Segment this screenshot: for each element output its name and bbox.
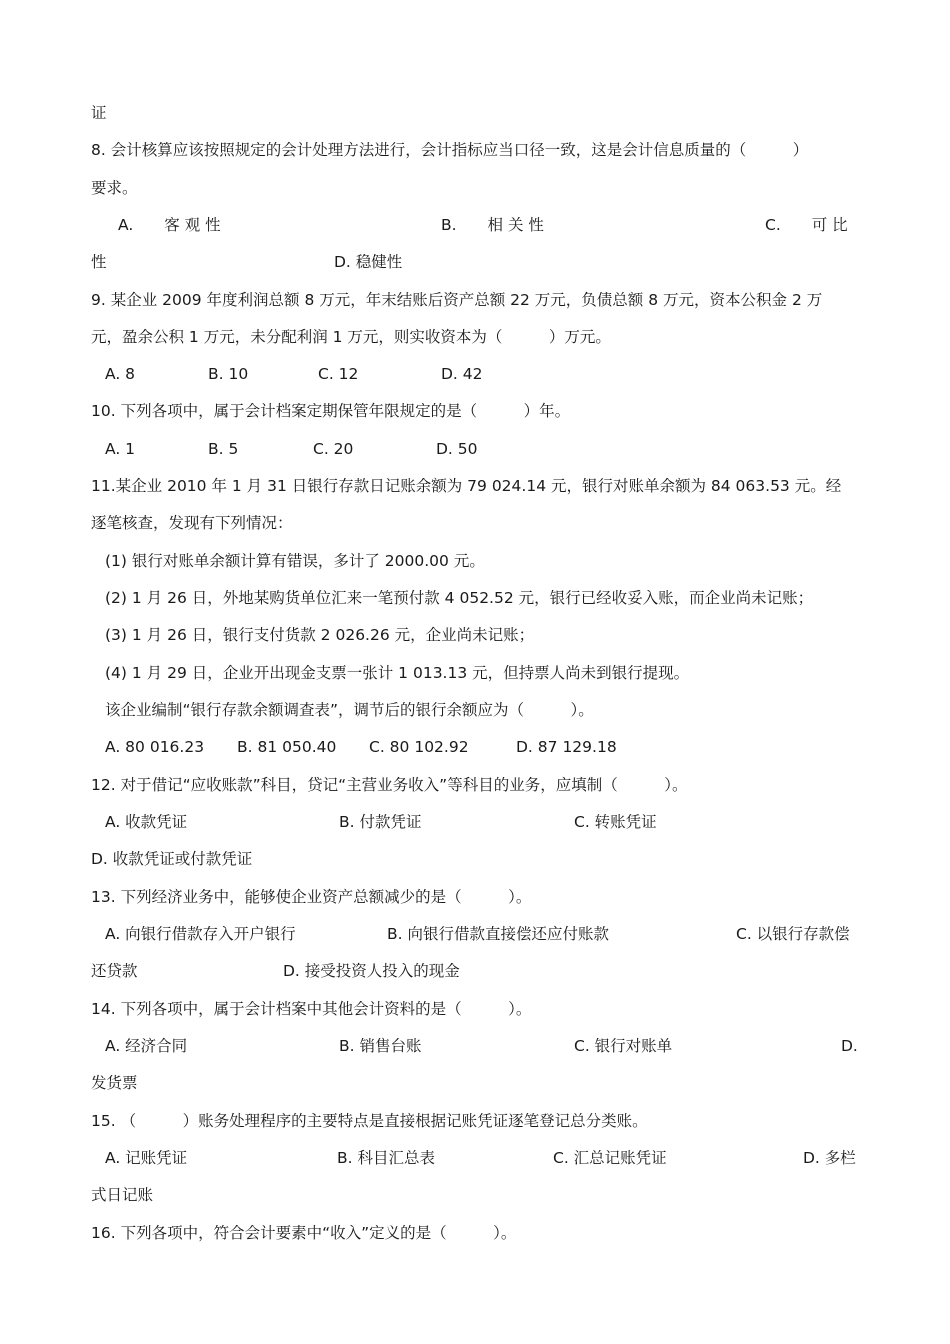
option-d: D. 42 bbox=[441, 365, 483, 383]
text-line: 证 bbox=[91, 104, 107, 122]
option-b: B. 销售台账 bbox=[339, 1037, 422, 1055]
question-15: 15. （ ）账务处理程序的主要特点是直接根据记账凭证逐笔登记总分类账。 bbox=[91, 1112, 648, 1130]
option-c: C. 80 102.92 bbox=[369, 738, 469, 756]
option-d: D. bbox=[841, 1037, 858, 1055]
text-line: 性 bbox=[91, 253, 107, 271]
option-d: D. 50 bbox=[436, 440, 478, 458]
text-line: 逐笔核查，发现有下列情况： bbox=[91, 514, 293, 532]
option-c: C. 20 bbox=[313, 440, 354, 458]
option-a: A. 经济合同 bbox=[105, 1037, 188, 1055]
option-c: C. 汇总记账凭证 bbox=[553, 1149, 667, 1167]
text-line: 式日记账 bbox=[91, 1186, 154, 1204]
text-line: 该企业编制“银行存款余额调查表”，调节后的银行余额应为（ ）。 bbox=[105, 701, 594, 719]
question-12: 12. 对于借记“应收账款”科目，贷记“主营业务收入”等科目的业务，应填制（ ）。 bbox=[91, 776, 688, 794]
option-b: B. 付款凭证 bbox=[339, 813, 422, 831]
option-d: D. 多栏 bbox=[803, 1149, 856, 1167]
question-8: 8. 会计核算应该按照规定的会计处理方法进行，会计指标应当口径一致，这是会计信息质量的（ ） bbox=[91, 141, 809, 159]
option-a: A. 向银行借款存入开户银行 bbox=[105, 925, 296, 943]
text-line: 要求。 bbox=[91, 179, 138, 197]
question-16: 16. 下列各项中，符合会计要素中“收入”定义的是（ ）。 bbox=[91, 1224, 517, 1242]
option-a: A. 客 观 性 bbox=[118, 216, 221, 234]
option-a: A. 1 bbox=[105, 440, 136, 458]
option-b: B. 科目汇总表 bbox=[337, 1149, 435, 1167]
question-9: 9. 某企业 2009 年度利润总额 8 万元，年末结账后资产总额 22 万元，负债总额 8 万元，资本公积金 2 万 bbox=[91, 291, 823, 309]
question-14: 14. 下列各项中，属于会计档案中其他会计资料的是（ ）。 bbox=[91, 1000, 532, 1018]
option-c: C. 银行对账单 bbox=[574, 1037, 673, 1055]
text-line: (2) 1 月 26 日，外地某购货单位汇来一笔预付款 4 052.52 元，银行已经收妥入账，而企业尚未记账； bbox=[105, 589, 814, 607]
text-line: 发货票 bbox=[91, 1074, 138, 1092]
question-11: 11.某企业 2010 年 1 月 31 日银行存款日记账余额为 79 024.14 元，银行对账单余额为 84 063.53 元。经 bbox=[91, 477, 842, 495]
question-13: 13. 下列经济业务中，能够使企业资产总额减少的是（ ）。 bbox=[91, 888, 532, 906]
option-c: C. 转账凭证 bbox=[574, 813, 657, 831]
option-a: A. 80 016.23 bbox=[105, 738, 205, 756]
option-c: C. 可 比 bbox=[765, 216, 848, 234]
option-b: B. 5 bbox=[208, 440, 239, 458]
option-b: B. 81 050.40 bbox=[237, 738, 337, 756]
text-line: (3) 1 月 26 日，银行支付货款 2 026.26 元，企业尚未记账； bbox=[105, 626, 535, 644]
option-d: D. 87 129.18 bbox=[516, 738, 617, 756]
option-d: D. 接受投资人投入的现金 bbox=[283, 962, 460, 980]
text-line: (1) 银行对账单余额计算有错误，多计了 2000.00 元。 bbox=[105, 552, 485, 570]
option-c: C. 以银行存款偿 bbox=[736, 925, 850, 943]
option-b: B. 相 关 性 bbox=[441, 216, 544, 234]
text-line: 元，盈余公积 1 万元，未分配利润 1 万元，则实收资本为（ ）万元。 bbox=[91, 328, 611, 346]
option-b: B. 10 bbox=[208, 365, 249, 383]
option-a: A. 收款凭证 bbox=[105, 813, 188, 831]
text-line: 还贷款 bbox=[91, 962, 138, 980]
option-b: B. 向银行借款直接偿还应付账款 bbox=[387, 925, 609, 943]
option-d: D. 稳健性 bbox=[334, 253, 403, 271]
option-a: A. 8 bbox=[105, 365, 136, 383]
option-a: A. 记账凭证 bbox=[105, 1149, 188, 1167]
option-d: D. 收款凭证或付款凭证 bbox=[91, 850, 253, 868]
text-line: (4) 1 月 29 日，企业开出现金支票一张计 1 013.13 元，但持票人尚未到银行提现。 bbox=[105, 664, 690, 682]
option-c: C. 12 bbox=[318, 365, 359, 383]
question-10: 10. 下列各项中，属于会计档案定期保管年限规定的是（ ）年。 bbox=[91, 402, 571, 420]
